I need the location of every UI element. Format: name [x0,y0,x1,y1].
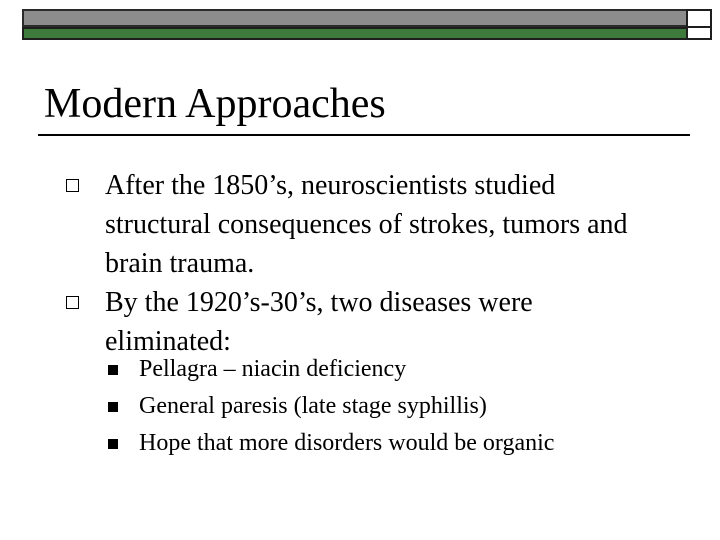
banner-square-decoration [686,9,712,40]
sub-bullet-text: Pellagra – niacin deficiency [139,356,407,382]
bullet-item [64,283,664,361]
sub-bullet-item [107,388,667,425]
slide-title: Modern Approaches [44,81,386,127]
banner-green-bar [22,27,712,40]
filled-square-icon [108,439,118,449]
filled-square-icon [108,402,118,412]
sub-bullet-item [107,425,667,462]
sub-bullet-item [107,351,667,388]
bullet-item [64,166,664,283]
hollow-square-icon [66,296,79,309]
banner-gray-bar [22,9,698,27]
sub-bullet-list [107,351,667,462]
bullet-text: After the 1850’s, neuroscientists studied structural consequences of strokes, tumors and brain trauma. [105,170,628,279]
filled-square-icon [108,365,118,375]
sub-bullet-text: Hope that more disorders would be organic [139,430,555,456]
bullet-text: By the 1920’s-30’s, two diseases were eliminated: [105,287,533,357]
sub-bullet-text: General paresis (late stage syphillis) [139,393,487,419]
bullet-list [64,166,664,361]
hollow-square-icon [66,179,79,192]
title-divider [38,134,690,136]
